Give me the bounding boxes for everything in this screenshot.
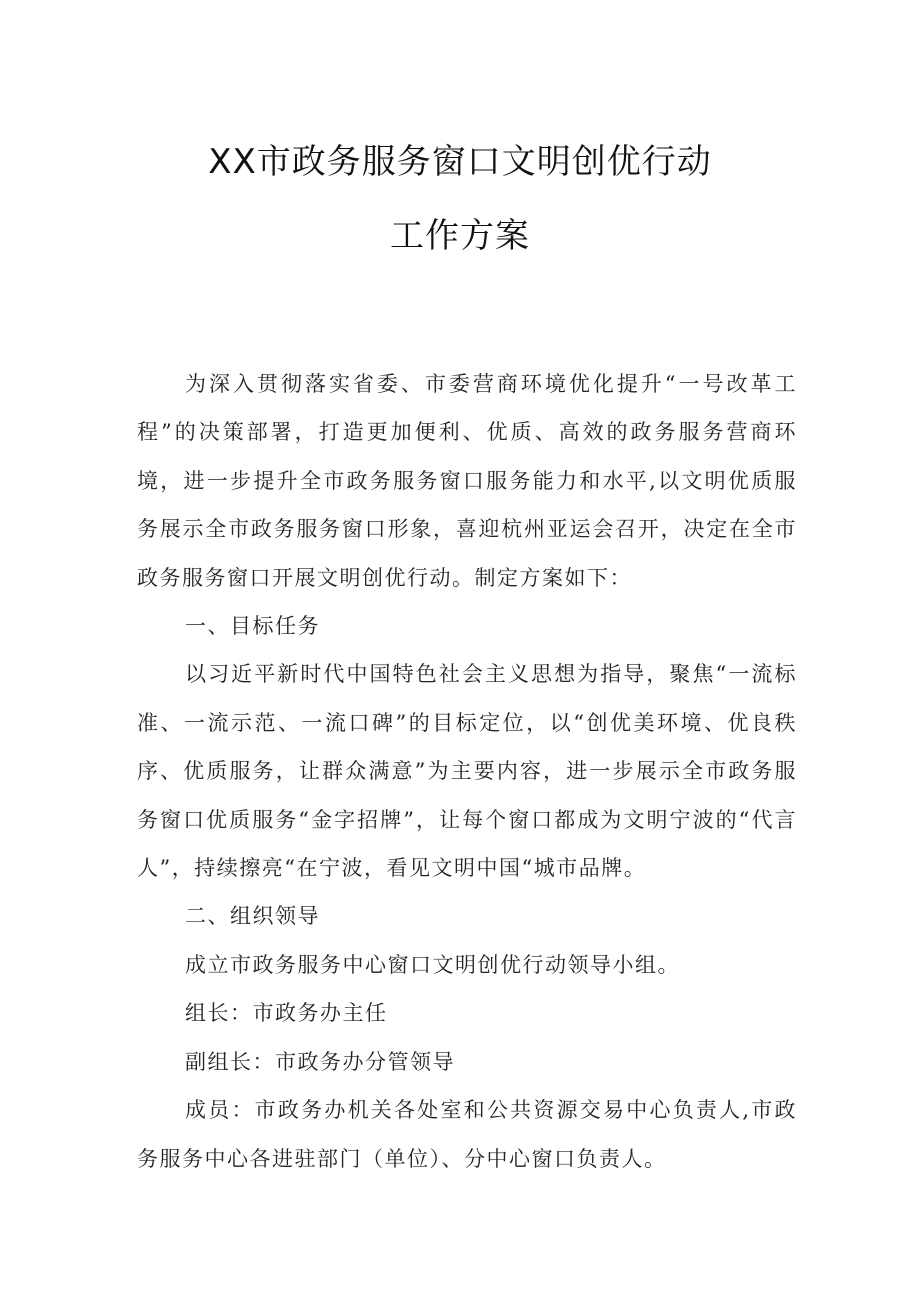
section-heading-organization: 二、组织领导 — [185, 904, 320, 929]
group-leader-line: 组长：市政务办主任 — [185, 1001, 388, 1026]
document-title-line-1: XX市政务服务窗口文明创优行动 — [208, 142, 712, 182]
section-heading-goals: 一、目标任务 — [185, 614, 320, 639]
intro-paragraph: 为深入贯彻落实省委、市委营商环境优化提升“一号改革工程”的决策部署，打造更加便利、优质、高效的政务服务营商环境，进一步提升全市政务服务窗口服务能力和水平,以文明优质服务展示全市政务服务窗口形象，喜迎杭州亚运会召开，决定在全市政务服务窗口开展文明创优行动。制定方案如下： — [137, 372, 797, 590]
organization-paragraph: 成立市政务服务中心窗口文明创优行动领导小组。 — [185, 952, 680, 977]
deputy-leader-line: 副组长：市政务办分管领导 — [185, 1049, 455, 1074]
document-title-line-2: 工作方案 — [390, 216, 530, 256]
goals-paragraph: 以习近平新时代中国特色社会主义思想为指导，聚焦“一流标准、一流示范、一流口碑”的目标定位，以“创优美环境、优良秩序、优质服务，让群众满意”为主要内容，进一步展示全市政务服务窗口优质服务“金字招牌”，让每个窗口都成为文明宁波的“代言人”，持续擦亮“在宁波，看见文明中国“城市品牌。 — [137, 662, 797, 881]
document-body — [137, 360, 797, 1183]
members-paragraph: 成员：市政务办机关各处室和公共资源交易中心负责人,市政务服务中心各进驻部门（单位）、分中心窗口负责人。 — [137, 1098, 797, 1171]
